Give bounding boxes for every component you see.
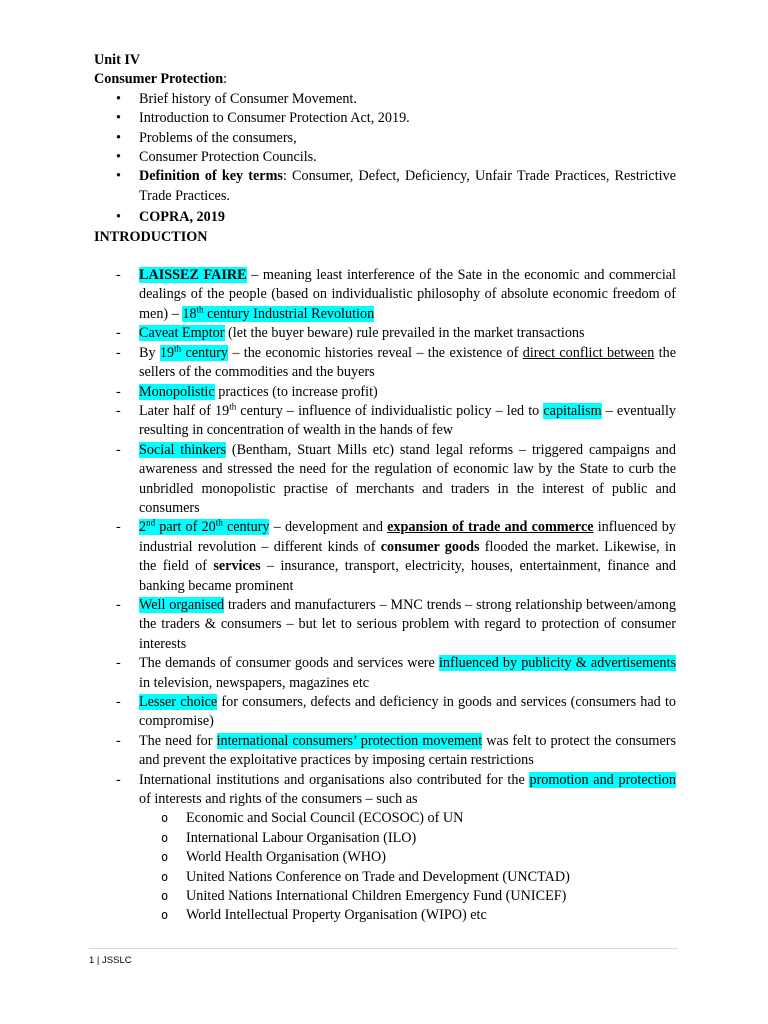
topic-item: • Introduction to Consumer Protection Act, 2019. [94, 109, 676, 128]
bullet-icon: • [116, 129, 121, 146]
dash-marker: - [116, 344, 121, 361]
list-item: - Lesser choice for consumers, defects and deficiency in goods and services (consumers had to compromise) [116, 694, 676, 730]
topic-item: • Consumer Protection Councils. [94, 148, 676, 167]
organisation-item: o International Labour Organisation (ILO) [94, 829, 676, 848]
footer-divider [89, 948, 678, 949]
organisation-item: o Economic and Social Council (ECOSOC) of UN [94, 809, 676, 828]
list-item: - By 19th century – the economic histories reveal – the existence of direct conflict between the sellers of the commodities and the buyers [116, 342, 676, 381]
organisation-item: o World Health Organisation (WHO) [94, 848, 676, 867]
dash-marker: - [116, 694, 121, 710]
section-heading-introduction: INTRODUCTION [94, 228, 208, 245]
bullet-icon: • [116, 90, 121, 107]
list-item: - Later half of 19th century – influence of individualistic policy – led to capitalism – eventually resulting in concentration of wealth in the hands of few [116, 401, 676, 439]
bullet-icon: • [116, 149, 121, 166]
organisation-item: o United Nations International Children Emergency Fund (UNICEF) [94, 887, 676, 906]
topic-item-key-terms: • Definition of key terms: Consumer, Defect, Deficiency, Unfair Trade Practices, Restrictive Trade Practices. [116, 168, 677, 204]
organisation-list [94, 809, 676, 925]
circle-bullet-icon: o [161, 889, 169, 904]
circle-bullet-icon: o [161, 908, 169, 923]
list-item: - LAISSEZ FAIRE – meaning least interference of the Sate in the economic and commercial dealings of the people (based on individualistic philosophy of absolute economic freedom of men) – 18th century Industrial Revolution [116, 267, 676, 322]
list-item: - 2nd part of 20th century – development and expansion of trade and commerce influenced by industrial revolution – different kinds of consumer goods flooded the market. Likewise, in the field of services – insurance, transport, electricity, houses, entertainment, finance and banking became prominent [116, 517, 676, 594]
bullet-icon: • [116, 110, 121, 127]
list-item: - The need for international consumers’ protection movement was felt to protect the consumers and prevent the exploitative practices by imposing certain restrictions [116, 732, 676, 769]
dash-marker: - [116, 325, 121, 342]
dash-marker: - [116, 732, 121, 749]
dash-marker: - [116, 596, 121, 613]
list-item: - The demands of consumer goods and services were influenced by publicity & advertisements in television, newspapers, magazines etc [116, 655, 676, 691]
circle-bullet-icon: o [161, 830, 169, 845]
circle-bullet-icon: o [161, 869, 169, 884]
page-footer: 1 | JSSLC [89, 955, 132, 966]
topic-list [94, 90, 676, 228]
dash-marker: - [116, 655, 121, 672]
list-item: - Well organised traders and manufacturers – MNC trends – strong relationship between/among the traders & consumers – but let to serious problem with regard to protection of consumer interests [116, 596, 676, 652]
list-item: - Social thinkers (Bentham, Stuart Mills etc) stand legal reforms – triggered campaigns and awareness and stressed the need for the regulation of economic law by the State to curb the unbridled monopolistic practise of merchants and traders in the interest of public and consumers [116, 441, 676, 516]
bullet-icon: • [116, 209, 121, 226]
topic-item-copra: • COPRA, 2019 [94, 206, 676, 227]
topic-item: • Problems of the consumers, [94, 129, 676, 148]
dash-marker: - [116, 519, 121, 536]
topic-label: Consumer Protection [94, 71, 224, 88]
dash-marker: - [116, 771, 121, 788]
list-item: - International institutions and organisations also contributed for the promotion and protection of interests and rights of the consumers – such as o Economic and Social Council (ECOSOC) of UN o International Labour Organisation (ILO) o World Health Organisation (WHO) o United Nations Conference on Trade and Development (UNCTAD) o United Nations International Children Emergency Fund (UNICEF) o World Intellectual Property Organisation (WIPO) etc [94, 771, 676, 926]
page-content [94, 51, 676, 926]
circle-bullet-icon: o [161, 850, 169, 865]
circle-bullet-icon: o [161, 811, 169, 826]
bullet-icon: • [116, 168, 121, 185]
dash-marker: - [116, 441, 121, 458]
organisation-item: o World Intellectual Property Organisation (WIPO) etc [94, 906, 676, 925]
dash-marker: - [116, 267, 121, 284]
unit-title: Unit IV [94, 52, 141, 68]
organisation-item: o United Nations Conference on Trade and Development (UNCTAD) [94, 868, 676, 887]
dash-marker: - [116, 383, 121, 400]
list-item: - Monopolistic practices (to increase profit) [94, 383, 676, 402]
introduction-list [94, 266, 676, 926]
topic-heading: Consumer Protection: [94, 71, 228, 88]
dash-marker: - [116, 402, 121, 419]
list-item: - Caveat Emptor (let the buyer beware) rule prevailed in the market transactions [94, 324, 676, 343]
topic-item: • Brief history of Consumer Movement. [94, 90, 676, 109]
